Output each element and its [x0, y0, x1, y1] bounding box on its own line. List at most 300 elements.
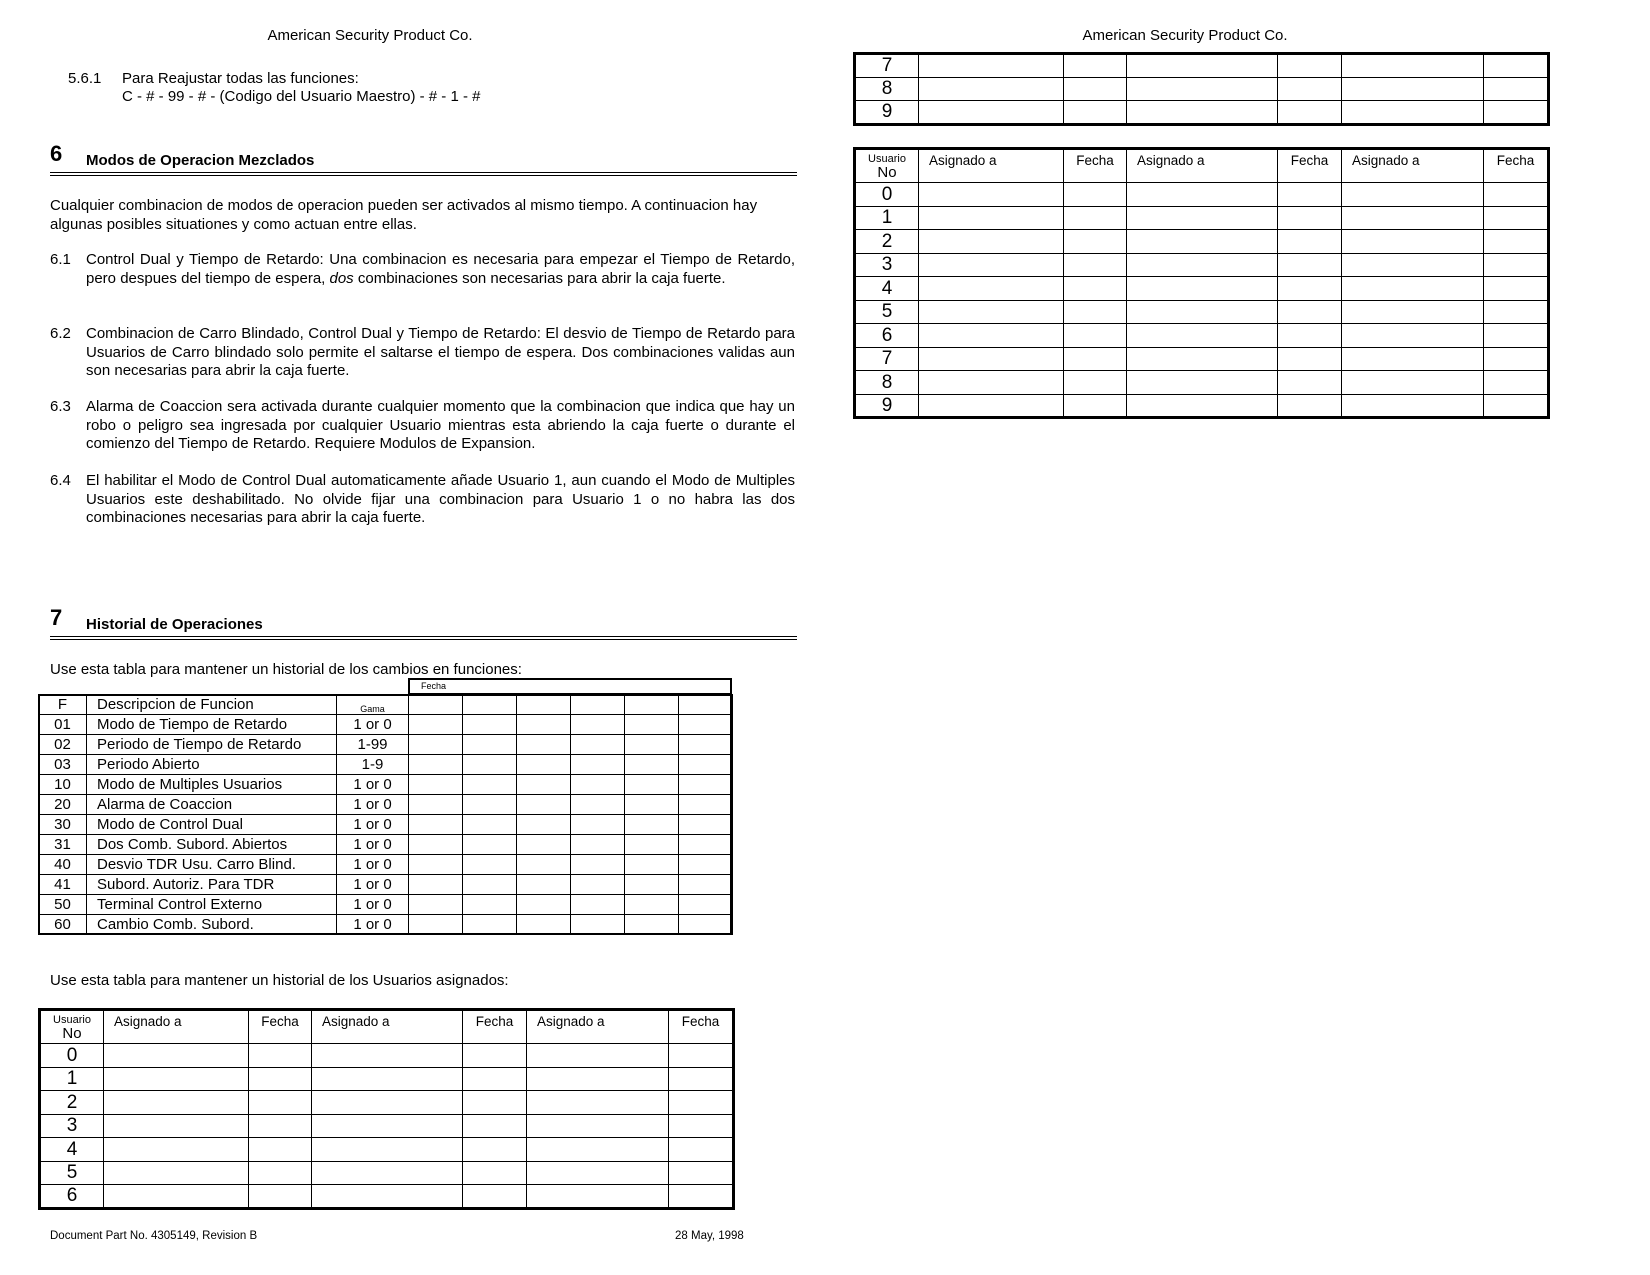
fecha-cell[interactable]	[517, 875, 571, 895]
fecha-cell[interactable]	[571, 715, 625, 735]
document-date: 28 May, 1998	[675, 1230, 744, 1242]
function-description: Modo de Multiples Usuarios	[87, 775, 337, 795]
fecha-cell[interactable]	[571, 775, 625, 795]
function-description: Dos Comb. Subord. Abiertos	[87, 835, 337, 855]
no-label: No	[877, 164, 897, 181]
fecha-cell[interactable]	[625, 775, 679, 795]
fecha-cell[interactable]	[1278, 77, 1342, 101]
asignado-cell[interactable]	[919, 371, 1064, 395]
user-row	[855, 371, 1549, 395]
asignado-cell[interactable]	[1127, 394, 1278, 418]
fecha-cell[interactable]	[571, 755, 625, 775]
asignado-cell[interactable]	[312, 1091, 463, 1115]
asignado-cell[interactable]	[312, 1044, 463, 1068]
user-number: 0	[855, 183, 919, 207]
fecha-cell[interactable]	[1484, 324, 1549, 348]
fecha-cell[interactable]	[463, 715, 517, 735]
function-row	[39, 775, 733, 795]
fecha-cell[interactable]	[463, 795, 517, 815]
fecha-cell[interactable]	[463, 875, 517, 895]
function-description: Modo de Control Dual	[87, 815, 337, 835]
fecha-cell[interactable]	[679, 855, 733, 875]
fecha-cell[interactable]	[669, 1067, 734, 1091]
fecha-cell[interactable]	[463, 895, 517, 915]
fecha-cell[interactable]	[463, 1185, 527, 1209]
fecha-cell[interactable]	[1278, 54, 1342, 78]
function-row	[39, 835, 733, 855]
fecha-cell[interactable]	[409, 775, 463, 795]
function-table-intro: Use esta tabla para mantener un historial de los cambios en funciones:	[50, 661, 522, 678]
asignado-cell[interactable]	[104, 1091, 249, 1115]
fecha-cell[interactable]	[625, 915, 679, 935]
asignado-cell[interactable]	[919, 54, 1064, 78]
asignado-cell[interactable]	[919, 253, 1064, 277]
function-range: 1 or 0	[337, 715, 409, 735]
asignado-cell[interactable]	[919, 277, 1064, 301]
fecha-cell[interactable]	[625, 735, 679, 755]
user-number: 9	[855, 394, 919, 418]
fecha-cell[interactable]	[517, 775, 571, 795]
fecha-cell[interactable]	[1484, 347, 1549, 371]
fecha-cell[interactable]	[1278, 300, 1342, 324]
user-table-header-row	[40, 1010, 734, 1044]
user-number: 5	[855, 300, 919, 324]
user-number: 3	[40, 1114, 104, 1138]
asignado-cell[interactable]	[1342, 347, 1484, 371]
asignado-cell[interactable]	[919, 77, 1064, 101]
user-row	[40, 1138, 734, 1162]
asignado-cell[interactable]	[1127, 230, 1278, 254]
user-row	[855, 324, 1549, 348]
fecha-cell[interactable]	[679, 715, 733, 735]
fecha-cell[interactable]	[463, 695, 517, 715]
function-number: 60	[39, 915, 87, 935]
function-number: 01	[39, 715, 87, 735]
function-range: 1-99	[337, 735, 409, 755]
fecha-cell[interactable]	[625, 855, 679, 875]
fecha-cell[interactable]	[1278, 371, 1342, 395]
function-description: Terminal Control Externo	[87, 895, 337, 915]
asignado-cell[interactable]	[919, 183, 1064, 207]
function-row	[39, 715, 733, 735]
function-number: 40	[39, 855, 87, 875]
item-emphasis: dos	[329, 269, 354, 287]
user-number: 2	[40, 1091, 104, 1115]
fecha-cell[interactable]	[249, 1091, 312, 1115]
item-text: Control Dual y Tiempo de Retardo: Una combinacion es necesaria para empezar el Tiempo de Retardo, pero despues del tiempo de espera,	[86, 251, 795, 287]
fecha-cell[interactable]	[1064, 394, 1127, 418]
function-row	[39, 815, 733, 835]
user-row	[40, 1044, 734, 1068]
asignado-cell[interactable]	[104, 1185, 249, 1209]
fecha-cell[interactable]	[1484, 206, 1549, 230]
fecha-cell[interactable]	[1484, 277, 1549, 301]
fecha-cell[interactable]	[1278, 183, 1342, 207]
function-description: Desvio TDR Usu. Carro Blind.	[87, 855, 337, 875]
asignado-cell[interactable]	[1342, 206, 1484, 230]
asignado-cell[interactable]	[919, 394, 1064, 418]
fecha-cell[interactable]	[1064, 371, 1127, 395]
fecha-cell[interactable]	[463, 915, 517, 935]
function-row	[39, 795, 733, 815]
fecha-cell[interactable]	[679, 835, 733, 855]
fecha-cell[interactable]	[669, 1185, 734, 1209]
fecha-cell[interactable]	[249, 1138, 312, 1162]
fecha-cell[interactable]	[1064, 253, 1127, 277]
fecha-label: Fecha	[421, 681, 447, 691]
fecha-cell[interactable]	[571, 735, 625, 755]
fecha-cell[interactable]	[1278, 253, 1342, 277]
fecha-cell[interactable]	[409, 695, 463, 715]
asignado-cell[interactable]	[527, 1161, 669, 1185]
asignado-cell[interactable]	[1342, 371, 1484, 395]
fecha-cell[interactable]	[1484, 183, 1549, 207]
fecha-cell[interactable]	[669, 1044, 734, 1068]
user-row	[855, 183, 1549, 207]
fecha-header: Fecha	[1484, 149, 1549, 183]
asignado-cell[interactable]	[312, 1114, 463, 1138]
asignado-cell[interactable]	[1342, 183, 1484, 207]
asignado-cell[interactable]	[104, 1138, 249, 1162]
fecha-cell[interactable]	[679, 795, 733, 815]
function-table-header-row	[39, 695, 733, 715]
reset-code: C - # - 99 - # - (Codigo del Usuario Maestro) - # - 1 - #	[122, 88, 481, 105]
fecha-cell[interactable]	[571, 835, 625, 855]
fecha-cell[interactable]	[571, 695, 625, 715]
fecha-cell[interactable]	[625, 875, 679, 895]
function-row	[39, 875, 733, 895]
fecha-cell[interactable]	[463, 1044, 527, 1068]
function-range: 1-9	[337, 755, 409, 775]
user-row	[40, 1185, 734, 1209]
fecha-cell[interactable]	[517, 755, 571, 775]
usuario-no-header	[40, 1010, 104, 1044]
item-6-3	[50, 398, 795, 454]
asignado-cell[interactable]	[919, 230, 1064, 254]
asignado-cell[interactable]	[1342, 77, 1484, 101]
user-row	[40, 1067, 734, 1091]
user-number: 6	[855, 324, 919, 348]
fecha-cell[interactable]	[1484, 54, 1549, 78]
section-6-number: 6	[50, 141, 63, 166]
asignado-cell[interactable]	[1127, 371, 1278, 395]
fecha-cell[interactable]	[463, 1091, 527, 1115]
asignado-cell[interactable]	[1342, 324, 1484, 348]
fecha-cell[interactable]	[409, 875, 463, 895]
asignado-cell[interactable]	[1127, 324, 1278, 348]
item-text: combinaciones son necesarias para abrir la caja fuerte.	[353, 269, 726, 287]
function-description: Modo de Tiempo de Retardo	[87, 715, 337, 735]
function-range: 1 or 0	[337, 895, 409, 915]
fecha-cell[interactable]	[517, 715, 571, 735]
fecha-cell[interactable]	[463, 1138, 527, 1162]
fecha-header: Fecha	[669, 1010, 734, 1044]
section-7-heading	[50, 607, 800, 631]
user-number: 4	[40, 1138, 104, 1162]
fecha-cell[interactable]	[625, 695, 679, 715]
user-number: 8	[855, 77, 919, 101]
function-range: 1 or 0	[337, 855, 409, 875]
function-description: Periodo Abierto	[87, 755, 337, 775]
fecha-cell[interactable]	[571, 875, 625, 895]
user-history-table-continued	[853, 52, 1550, 126]
fecha-cell[interactable]	[1484, 371, 1549, 395]
asignado-cell[interactable]	[104, 1161, 249, 1185]
asignado-cell[interactable]	[919, 324, 1064, 348]
fecha-cell[interactable]	[571, 895, 625, 915]
fecha-cell[interactable]	[1064, 183, 1127, 207]
section-6-rule	[50, 172, 797, 176]
section-5-6-1-number: 5.6.1	[68, 70, 102, 87]
fecha-cell[interactable]	[409, 895, 463, 915]
item-number: 6.1	[50, 251, 71, 268]
user-number: 5	[40, 1161, 104, 1185]
function-description: Subord. Autoriz. Para TDR	[87, 875, 337, 895]
asignado-cell[interactable]	[527, 1185, 669, 1209]
asignado-header: Asignado a	[1127, 149, 1278, 183]
user-row	[40, 1161, 734, 1185]
fecha-cell[interactable]	[1064, 300, 1127, 324]
fecha-cell[interactable]	[463, 735, 517, 755]
fecha-cell[interactable]	[1278, 206, 1342, 230]
fecha-cell[interactable]	[463, 755, 517, 775]
fecha-cell[interactable]	[1064, 101, 1127, 125]
fecha-cell[interactable]	[463, 855, 517, 875]
asignado-cell[interactable]	[1127, 253, 1278, 277]
fecha-cell[interactable]	[1278, 324, 1342, 348]
asignado-cell[interactable]	[919, 206, 1064, 230]
fecha-cell[interactable]	[409, 855, 463, 875]
fecha-cell[interactable]	[571, 855, 625, 875]
user-row	[40, 1091, 734, 1115]
usuario-label: Usuario	[868, 153, 906, 165]
fecha-cell[interactable]	[679, 875, 733, 895]
fecha-cell[interactable]	[517, 815, 571, 835]
asignado-cell[interactable]	[527, 1044, 669, 1068]
user-row	[855, 230, 1549, 254]
asignado-cell[interactable]	[1342, 101, 1484, 125]
fecha-cell[interactable]	[517, 795, 571, 815]
user-row	[855, 77, 1549, 101]
fecha-cell[interactable]	[571, 795, 625, 815]
fecha-cell[interactable]	[679, 695, 733, 715]
user-row	[855, 300, 1549, 324]
fecha-cell[interactable]	[517, 695, 571, 715]
fecha-cell[interactable]	[625, 815, 679, 835]
fecha-cell[interactable]	[625, 835, 679, 855]
asignado-cell[interactable]	[104, 1067, 249, 1091]
fecha-cell[interactable]	[625, 895, 679, 915]
asignado-cell[interactable]	[312, 1161, 463, 1185]
asignado-cell[interactable]	[527, 1091, 669, 1115]
section-6-title: Modos de Operacion Mezclados	[86, 152, 315, 169]
fecha-cell[interactable]	[517, 835, 571, 855]
col-header-f: F	[39, 695, 87, 715]
user-table-header-row	[855, 149, 1549, 183]
fecha-cell[interactable]	[249, 1067, 312, 1091]
fecha-cell[interactable]	[1278, 230, 1342, 254]
user-number: 9	[855, 101, 919, 125]
fecha-cell[interactable]	[249, 1161, 312, 1185]
fecha-cell[interactable]	[669, 1138, 734, 1162]
fecha-cell[interactable]	[625, 755, 679, 775]
asignado-cell[interactable]	[1342, 230, 1484, 254]
fecha-cell[interactable]	[409, 795, 463, 815]
fecha-cell[interactable]	[1484, 300, 1549, 324]
fecha-cell[interactable]	[1278, 347, 1342, 371]
asignado-cell[interactable]	[1127, 54, 1278, 78]
fecha-cell[interactable]	[1064, 206, 1127, 230]
fecha-cell[interactable]	[463, 815, 517, 835]
asignado-cell[interactable]	[1342, 394, 1484, 418]
function-description: Cambio Comb. Subord.	[87, 915, 337, 935]
asignado-cell[interactable]	[1342, 300, 1484, 324]
right-page-header: American Security Product Co.	[1082, 27, 1288, 44]
asignado-header: Asignado a	[104, 1010, 249, 1044]
fecha-cell[interactable]	[517, 735, 571, 755]
fecha-cell[interactable]	[1064, 347, 1127, 371]
fecha-cell[interactable]	[1064, 77, 1127, 101]
fecha-cell[interactable]	[669, 1114, 734, 1138]
function-range: 1 or 0	[337, 915, 409, 935]
fecha-cell[interactable]	[679, 815, 733, 835]
user-number: 1	[40, 1067, 104, 1091]
fecha-cell[interactable]	[249, 1114, 312, 1138]
fecha-cell[interactable]	[669, 1161, 734, 1185]
fecha-cell[interactable]	[463, 1161, 527, 1185]
fecha-cell[interactable]	[1484, 394, 1549, 418]
fecha-cell[interactable]	[1484, 253, 1549, 277]
user-number: 8	[855, 371, 919, 395]
fecha-cell[interactable]	[409, 735, 463, 755]
item-number: 6.3	[50, 398, 71, 415]
function-range: 1 or 0	[337, 835, 409, 855]
fecha-cell[interactable]	[409, 815, 463, 835]
fecha-cell[interactable]	[409, 835, 463, 855]
item-number: 6.4	[50, 472, 71, 489]
asignado-cell[interactable]	[527, 1138, 669, 1162]
user-row	[855, 54, 1549, 78]
fecha-cell[interactable]	[517, 915, 571, 935]
asignado-cell[interactable]	[1127, 347, 1278, 371]
fecha-cell[interactable]	[249, 1185, 312, 1209]
user-number: 2	[855, 230, 919, 254]
fecha-cell[interactable]	[409, 915, 463, 935]
fecha-cell[interactable]	[249, 1044, 312, 1068]
asignado-header: Asignado a	[1342, 149, 1484, 183]
fecha-header: Fecha	[249, 1010, 312, 1044]
fecha-cell[interactable]	[679, 775, 733, 795]
asignado-cell[interactable]	[1127, 101, 1278, 125]
asignado-cell[interactable]	[104, 1044, 249, 1068]
asignado-cell[interactable]	[1342, 253, 1484, 277]
function-row	[39, 895, 733, 915]
fecha-cell[interactable]	[679, 755, 733, 775]
fecha-cell[interactable]	[1064, 324, 1127, 348]
asignado-cell[interactable]	[1342, 54, 1484, 78]
item-6-4	[50, 472, 795, 528]
asignado-cell[interactable]	[919, 300, 1064, 324]
section-7-title: Historial de Operaciones	[86, 616, 263, 633]
asignado-cell[interactable]	[919, 101, 1064, 125]
fecha-header-band	[408, 678, 732, 694]
section-7-number: 7	[50, 605, 63, 630]
fecha-cell[interactable]	[571, 915, 625, 935]
fecha-cell[interactable]	[1064, 230, 1127, 254]
asignado-cell[interactable]	[1127, 77, 1278, 101]
fecha-cell[interactable]	[463, 1114, 527, 1138]
usuario-label: Usuario	[53, 1014, 91, 1026]
asignado-cell[interactable]	[1127, 300, 1278, 324]
function-history-table	[38, 694, 733, 935]
fecha-cell[interactable]	[571, 815, 625, 835]
fecha-cell[interactable]	[1278, 101, 1342, 125]
user-number: 7	[855, 347, 919, 371]
function-range: 1 or 0	[337, 815, 409, 835]
user-row	[855, 253, 1549, 277]
asignado-cell[interactable]	[1127, 183, 1278, 207]
asignado-cell[interactable]	[527, 1114, 669, 1138]
fecha-cell[interactable]	[1484, 101, 1549, 125]
fecha-cell[interactable]	[1484, 77, 1549, 101]
asignado-cell[interactable]	[312, 1138, 463, 1162]
function-number: 03	[39, 755, 87, 775]
fecha-cell[interactable]	[463, 835, 517, 855]
fecha-cell[interactable]	[463, 775, 517, 795]
user-table-intro: Use esta tabla para mantener un historial de los Usuarios asignados:	[50, 972, 509, 989]
asignado-cell[interactable]	[312, 1185, 463, 1209]
fecha-cell[interactable]	[409, 755, 463, 775]
left-page-header: American Security Product Co.	[267, 27, 473, 44]
fecha-cell[interactable]	[517, 855, 571, 875]
col-header-description: Descripcion de Funcion	[87, 695, 337, 715]
fecha-cell[interactable]	[1278, 394, 1342, 418]
asignado-cell[interactable]	[527, 1067, 669, 1091]
user-row	[40, 1114, 734, 1138]
fecha-cell[interactable]	[1064, 54, 1127, 78]
asignado-cell[interactable]	[919, 347, 1064, 371]
user-number: 3	[855, 253, 919, 277]
asignado-cell[interactable]	[1127, 277, 1278, 301]
function-number: 50	[39, 895, 87, 915]
fecha-cell[interactable]	[517, 895, 571, 915]
section-6-intro: Cualquier combinacion de modos de operacion pueden ser activados al mismo tiempo. A continuacion hay algunas posibles situationes y como actuan entre ellas.	[50, 197, 758, 233]
fecha-cell[interactable]	[679, 895, 733, 915]
asignado-cell[interactable]	[1342, 277, 1484, 301]
asignado-cell[interactable]	[312, 1067, 463, 1091]
fecha-cell[interactable]	[625, 795, 679, 815]
asignado-cell[interactable]	[1127, 206, 1278, 230]
fecha-cell[interactable]	[679, 915, 733, 935]
user-row	[855, 206, 1549, 230]
fecha-cell[interactable]	[669, 1091, 734, 1115]
section-5-6-1	[68, 70, 668, 105]
fecha-cell[interactable]	[1278, 277, 1342, 301]
col-header-gama: Gama	[337, 695, 409, 715]
asignado-cell[interactable]	[104, 1114, 249, 1138]
fecha-cell[interactable]	[1064, 277, 1127, 301]
fecha-cell[interactable]	[625, 715, 679, 735]
function-number: 31	[39, 835, 87, 855]
user-row	[855, 347, 1549, 371]
fecha-cell[interactable]	[679, 735, 733, 755]
fecha-cell[interactable]	[1484, 230, 1549, 254]
function-row	[39, 855, 733, 875]
fecha-cell[interactable]	[409, 715, 463, 735]
asignado-header: Asignado a	[919, 149, 1064, 183]
fecha-cell[interactable]	[463, 1067, 527, 1091]
function-number: 10	[39, 775, 87, 795]
